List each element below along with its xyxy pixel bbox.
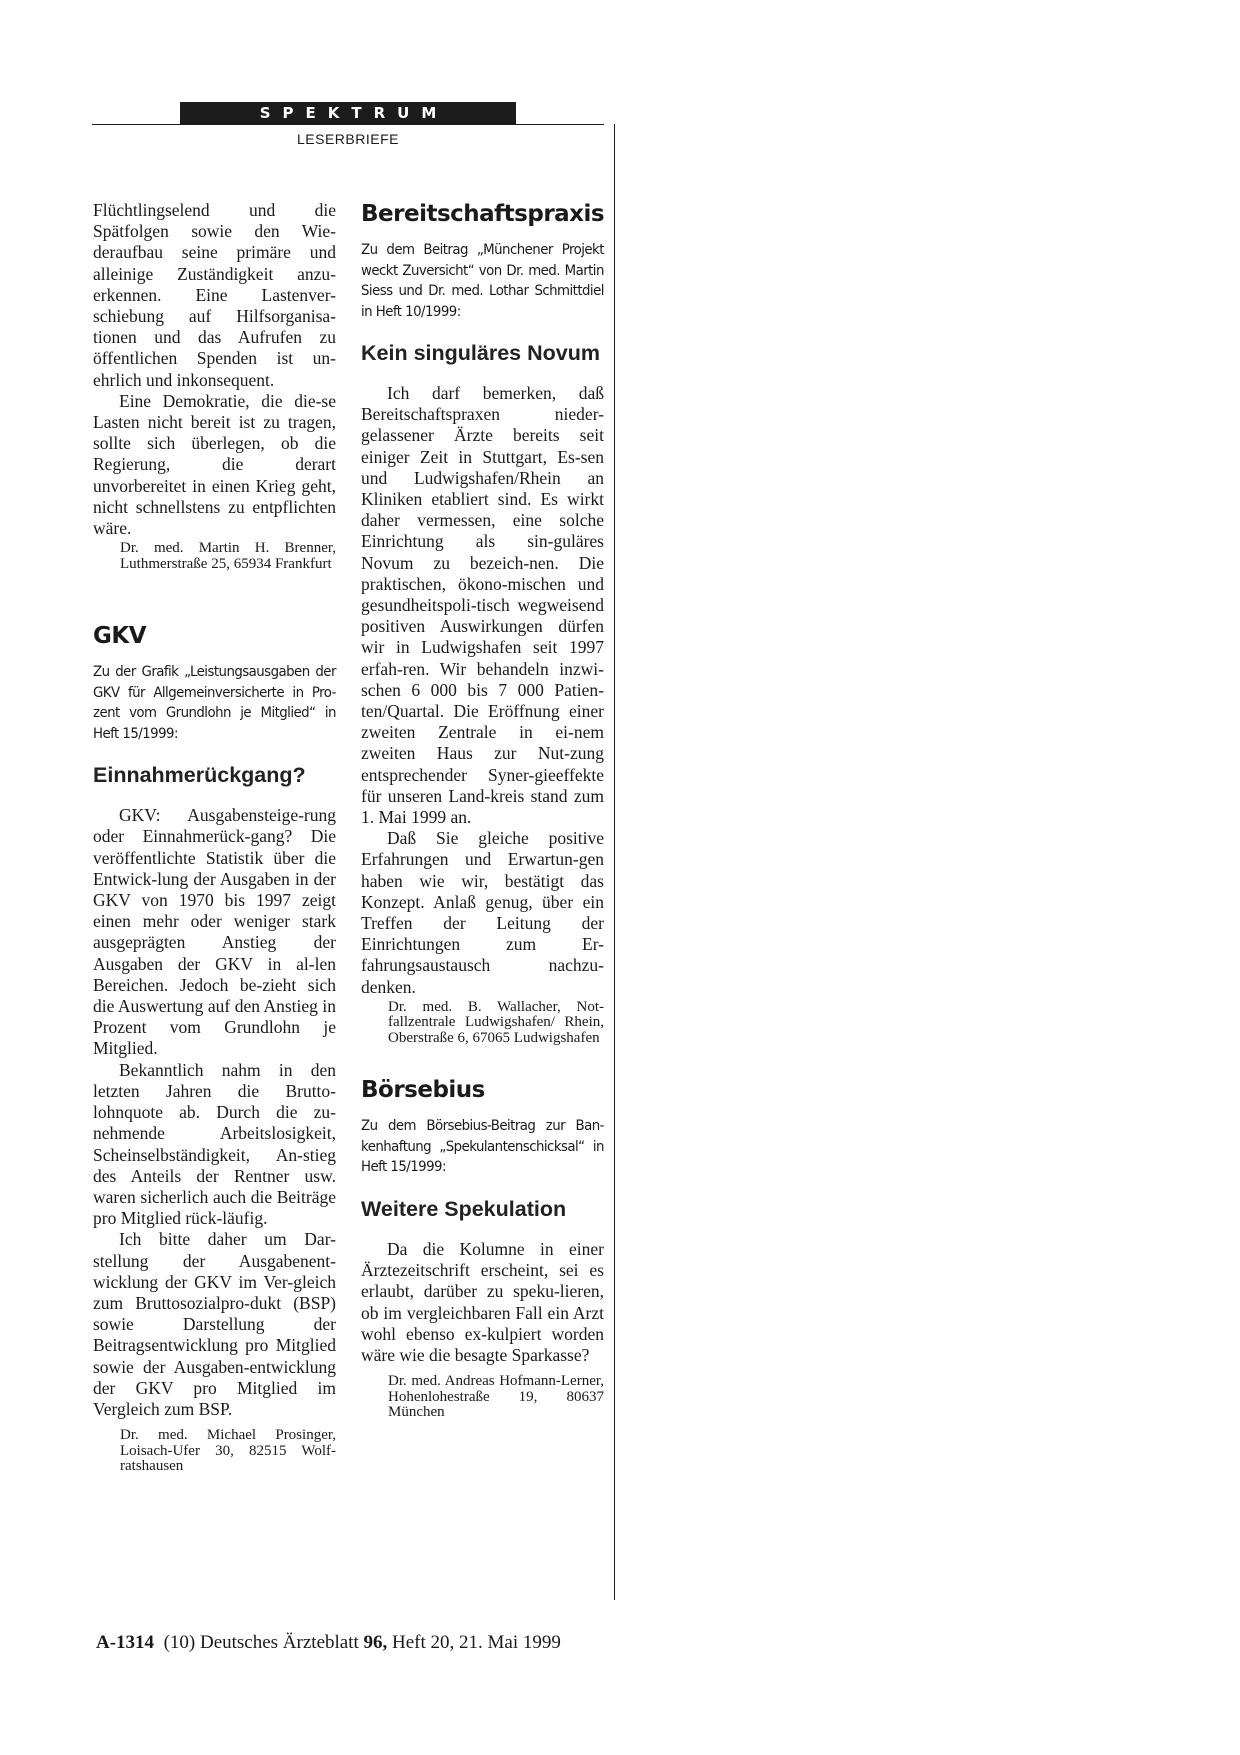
header-rule xyxy=(92,124,604,125)
volume-number: 96, xyxy=(363,1632,388,1653)
reference-note: Zu dem Börsebius-Beitrag zur Ban-kenhaftung „Spekulantenschicksal“ in Heft 15/1999: xyxy=(361,1118,604,1176)
body-paragraph: Ich bitte daher um Dar-stellung der Ausgabenent-wicklung der GKV im Ver-gleich zum Bruttosozialpro-dukt (BSP) sowie Darstellung der Beitragsentwicklung pro Mitglied sowie der Ausgaben-entwicklung der GKV pro Mitglied im Vergleich zum BSP. xyxy=(93,1229,336,1419)
author-signature: Dr. med. B. Wallacher, Not-fallzentrale Ludwigshafen/ Rhein, Oberstraße 6, 67065 Ludwigshafen xyxy=(388,998,604,1046)
journal-name: Deutsches Ärzteblatt xyxy=(199,1632,359,1653)
topic-heading: Bereitschaftspraxis xyxy=(361,201,605,227)
letter-headline: Kein singuläres Novum xyxy=(361,341,600,365)
body-paragraph: Bekanntlich nahm in den letzten Jahren die Brutto-lohnquote ab. Durch die zu-nehmende Arbeitslosigkeit, Scheinselbständigkeit, An-stieg des Anteils der Rentner usw. waren sicherlich auch die Beiträge pro Mitglied rück-läufig. xyxy=(93,1059,336,1229)
topic-heading: Börsebius xyxy=(361,1077,485,1104)
right-column xyxy=(361,200,604,1421)
letter-headline: Einnahmerückgang? xyxy=(93,763,306,788)
body-paragraph: Eine Demokratie, die die-se Lasten nicht bereit ist zu tragen, sollte sich überlegen, ob die Regierung, die derart unvorbereitet in einen Krieg geht, nicht schnellstens zu entpflichten wäre. xyxy=(93,390,336,539)
letter-brenner xyxy=(93,200,336,572)
letter-boersebius xyxy=(361,1076,604,1420)
body-paragraph: Da die Kolumne in einer Ärztezeitschrift erscheint, sei es erlaubt, darüber zu speku-lieren, ob im vergleichbaren Fall ein Arzt wohl ebenso ex-kulpiert worden wäre wie die besagte Sparkasse? xyxy=(361,1238,604,1365)
letter-bereitschaftspraxis xyxy=(361,200,604,1046)
author-signature: Dr. med. Michael Prosinger, Loisach-Ufer 30, 82515 Wolf-ratshausen xyxy=(120,1427,336,1475)
issue-date: Heft 20, 21. Mai 1999 xyxy=(392,1632,561,1653)
subsection-label: LESERBRIEFE xyxy=(297,131,399,147)
reference-note: Zu der Grafik „Leistungsausgaben der GKV für Allgemeinversicherte in Pro-zent vom Grundlohn je Mitglied“ in Heft 15/1999: xyxy=(93,664,336,742)
page-footer xyxy=(96,1632,561,1654)
topic-heading: GKV xyxy=(93,623,147,650)
column-rule xyxy=(614,124,615,1600)
author-signature: Dr. med. Martin H. Brenner, Luthmerstraße 25, 65934 Frankfurt xyxy=(120,540,336,572)
body-paragraph: Ich darf bemerken, daß Bereitschaftspraxen nieder-gelassener Ärzte bereits seit einiger Zeit in Stuttgart, Es-sen und Ludwigshafen/Rhein an Kliniken etabliert sind. Es wirkt daher vermessen, eine solche Einrichtung als sin-guläres Novum zu bezeich-nen. Die praktischen, ökono-mischen und gesundheitspoli-tisch wegweisend positiven Auswirkungen dürfen wir in Ludwigshafen seit 1997 erfah-ren. Wir behandeln inzwi-schen 6 000 bis 7 000 Patien-ten/Quartal. Die Eröffnung einer zweiten Zentrale in ei-nem zweiten Haus zur Nut-zung entsprechender Syner-gieeffekte für unseren Land-kreis stand zum 1. Mai 1999 an. xyxy=(361,383,604,828)
reference-note: Zu dem Beitrag „Münchener Projekt weckt Zuversicht“ von Dr. med. Martin Siess und Dr. med. Lothar Schmittdiel in Heft 10/1999: xyxy=(361,242,604,320)
left-column xyxy=(93,200,336,1475)
body-paragraph: Daß Sie gleiche positive Erfahrungen und Erwartun-gen haben wie wir, bestätigt das Konzept. Anlaß genug, über ein Treffen der Leitung der Einrichtungen zum Er-fahrungsaustausch nachzu-denken. xyxy=(361,828,604,997)
letter-headline: Weitere Spekulation xyxy=(361,1196,567,1221)
body-paragraph: Flüchtlingselend und die Spätfolgen sowie den Wie-deraufbau seine primäre und alleinige Zuständigkeit anzu-erkennen. Eine Lastenver-schiebung auf Hilfsorganisa-tionen und das Aufrufen zu öffentlichen Spenden ist un-ehrlich und inkonsequent. xyxy=(93,200,336,390)
letter-gkv xyxy=(93,622,336,1474)
author-signature: Dr. med. Andreas Hofmann-Lerner, Hohenlohestraße 19, 80637 München xyxy=(388,1373,604,1421)
page-number: (10) xyxy=(163,1632,196,1653)
body-paragraph: GKV: Ausgabensteige-rung oder Einnahmerück-gang? Die veröffentlichte Statistik über die Entwick-lung der Ausgaben in der GKV von 1970 bis 1997 zeigt einen mehr oder weniger stark ausgeprägten Anstieg der Ausgaben der GKV in al-len Bereichen. Jedoch be-zieht sich die Auswertung auf den Anstieg in Prozent vom Grundlohn je Mitglied. xyxy=(93,805,336,1059)
page-code: A-1314 xyxy=(96,1632,155,1653)
section-banner: SPEKTRUM xyxy=(180,102,516,124)
